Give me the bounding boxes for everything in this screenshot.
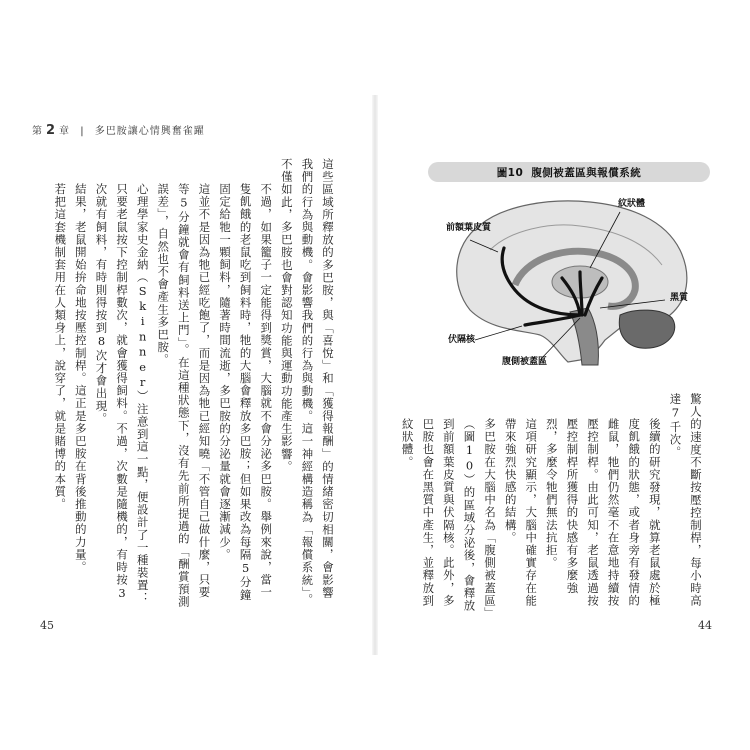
right-paragraph-4: 多巴胺在大腦中名為「腹側被蓋區」（圖10）的區域分泌後，會釋放到前額葉皮質與伏隔核。此外，多巴胺也會在黑質中產生，並釋放到紋狀體。: [400, 418, 498, 614]
left-paragraph-6: 若把這套機制套用在人類身上，說穿了，就是賭博的本質。: [53, 183, 68, 511]
figure-title-bar: [428, 162, 710, 182]
brain-diagram: [430, 190, 710, 380]
chapter-title: 多巴胺讓心情興奮雀躍: [94, 126, 205, 137]
right-paragraph-1: 驚人的速度不斷按壓控制桿，每小時高達7千次。: [668, 393, 703, 608]
label-striatum: 紋狀體: [618, 199, 646, 209]
left-paragraph-1: 這些區域所釋放的多巴胺，與「喜悅」和「獲得報酬」的情緒密切相關，會影響我們的行為與動機。會影響我們的行為與動機。這一神經構造稱為「報償系統」。不僅如此，多巴胺也會對認知功能與運動功能產生影響。: [279, 158, 335, 606]
chapter-number: 2: [46, 123, 57, 138]
left-paragraph-5: 結果，老鼠開始拚命地按壓控制桿。這正是多巴胺在背後推動的力量。: [73, 183, 88, 574]
page-number-left: 45: [40, 619, 54, 632]
left-page-text: [33, 158, 338, 610]
right-paragraph-3: 這項研究顯示，大腦中確實存在能帶來強烈快感的結構。: [503, 418, 539, 608]
label-nigra: 黑質: [670, 293, 689, 303]
left-paragraph-3: 這並不是因為牠已經吃飽了，而是因為牠已經知曉「不管自己做什麼，只要等5分鐘就會有飼料送上門」。在這種狀態下，沒有先前所提過的「酬賞預測誤差」，自然也不會產生多巴胺。: [156, 183, 212, 609]
right-page-text: [400, 393, 706, 615]
figure-number: 圖10: [496, 166, 524, 179]
page-number-right: 44: [698, 619, 712, 632]
running-head: [32, 122, 205, 138]
left-paragraph-2: 不過，如果籠子一定能得到獎賞，大腦就不會分泌多巴胺。舉例來說，當一隻飢餓的老鼠吃到飼料時，牠的大腦會釋放多巴胺；但如果改為每隔5分鐘固定給牠一顆飼料，隨著時間流逝，多巴胺的分泌量就會逐漸減少。: [218, 183, 274, 602]
page-gutter: [372, 95, 378, 655]
running-head-separator: |: [80, 126, 85, 137]
label-accumbens: 伏隔核: [448, 335, 476, 345]
left-paragraph-4: 心理學家史金納（Skinner）注意到這一點，便設計了一種裝置：只要老鼠按下控制桿數次，就會獲得飼料。不過，次數是隨機的，有時按3次就有飼料，有時則得按到8次才會出現。: [94, 183, 150, 605]
chapter-prefix: 第: [32, 126, 43, 137]
chapter-suffix: 章: [59, 126, 71, 137]
leader-accumbens: [475, 326, 522, 340]
pathway-to-striatum-2: [580, 272, 582, 315]
label-prefrontal: 前額葉皮質: [446, 223, 492, 233]
right-paragraph-2: 後續的研究發現，就算老鼠處於極度飢餓的狀態，或者身旁有發情的雌鼠，牠們仍然毫不在意地持續按壓控制桿。由此可知，老鼠透過按壓控制桿所獲得的快感有多麼強烈，多麼令牠們無法抗拒。: [544, 418, 662, 608]
label-vta: 腹側被蓋區: [502, 357, 548, 367]
cerebellum: [619, 310, 674, 348]
figure-title: 腹側被蓋區與報償系統: [531, 166, 642, 179]
